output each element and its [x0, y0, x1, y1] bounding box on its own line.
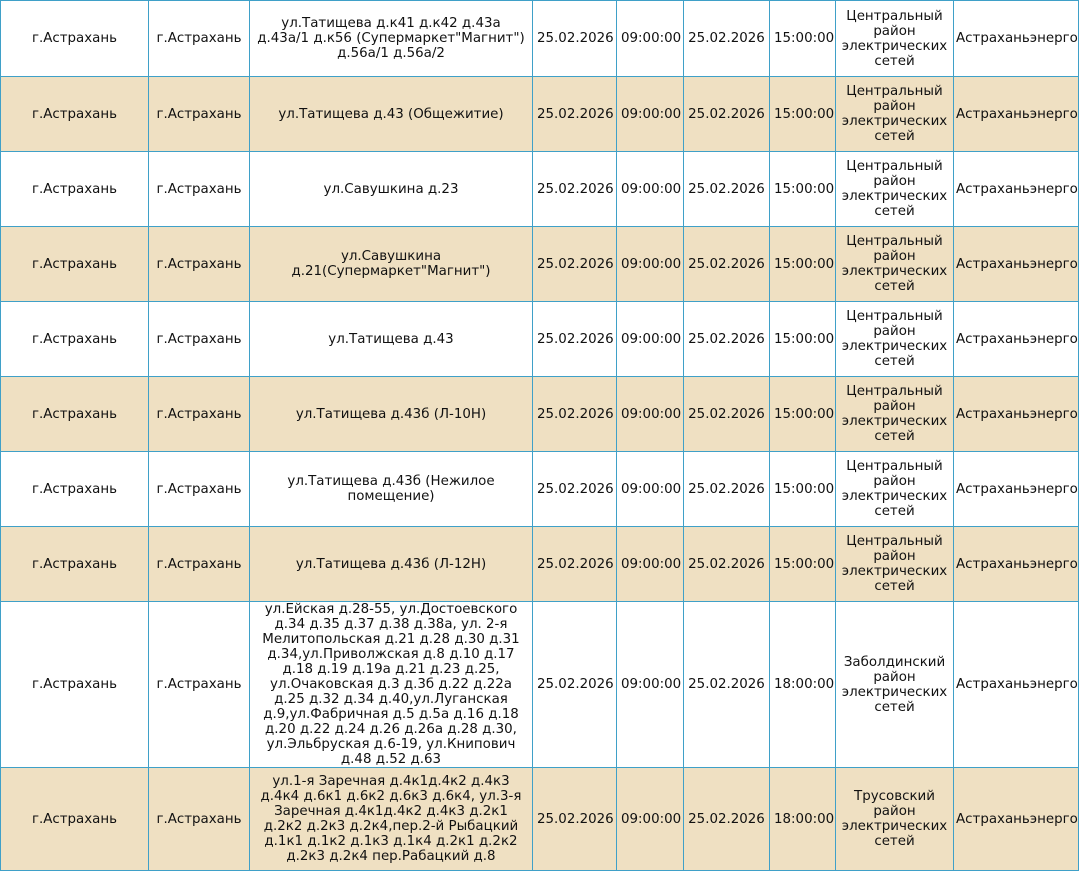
region-cell: г.Астрахань	[1, 452, 149, 527]
end-time-cell: 18:00:00	[770, 602, 836, 768]
table-row	[1, 527, 1079, 602]
city-cell: г.Астрахань	[149, 452, 250, 527]
region-cell: г.Астрахань	[1, 768, 149, 871]
end-time-cell: 15:00:00	[770, 77, 836, 152]
start-time-cell: 09:00:00	[617, 227, 684, 302]
end-time-cell: 15:00:00	[770, 452, 836, 527]
address-cell: ул.Татищева д.43б (Л-10Н)	[250, 377, 533, 452]
region-cell: г.Астрахань	[1, 1, 149, 77]
table-row	[1, 602, 1079, 768]
region-cell: г.Астрахань	[1, 227, 149, 302]
city-cell: г.Астрахань	[149, 1, 250, 77]
company-cell: Астраханьэнерго	[954, 302, 1079, 377]
table-row	[1, 452, 1079, 527]
network-district-cell: Центральный район электрических сетей	[836, 377, 954, 452]
start-date-cell: 25.02.2026	[533, 768, 617, 871]
table-row	[1, 768, 1079, 871]
company-cell: Астраханьэнерго	[954, 227, 1079, 302]
region-cell: г.Астрахань	[1, 152, 149, 227]
end-time-cell: 18:00:00	[770, 768, 836, 871]
table-row	[1, 302, 1079, 377]
address-cell: ул.Татищева д.43 (Общежитие)	[250, 77, 533, 152]
network-district-cell: Центральный район электрических сетей	[836, 452, 954, 527]
end-date-cell: 25.02.2026	[684, 302, 770, 377]
city-cell: г.Астрахань	[149, 377, 250, 452]
company-cell: Астраханьэнерго	[954, 377, 1079, 452]
start-time-cell: 09:00:00	[617, 1, 684, 77]
address-cell: ул.Савушкина д.21(Супермаркет"Магнит")	[250, 227, 533, 302]
region-cell: г.Астрахань	[1, 77, 149, 152]
city-cell: г.Астрахань	[149, 768, 250, 871]
end-date-cell: 25.02.2026	[684, 768, 770, 871]
company-cell: Астраханьэнерго	[954, 527, 1079, 602]
network-district-cell: Центральный район электрических сетей	[836, 302, 954, 377]
end-date-cell: 25.02.2026	[684, 377, 770, 452]
end-time-cell: 15:00:00	[770, 1, 836, 77]
end-date-cell: 25.02.2026	[684, 452, 770, 527]
end-date-cell: 25.02.2026	[684, 602, 770, 768]
start-date-cell: 25.02.2026	[533, 602, 617, 768]
start-time-cell: 09:00:00	[617, 527, 684, 602]
table-row	[1, 227, 1079, 302]
address-cell: ул.Татищева д.43б (Нежилое помещение)	[250, 452, 533, 527]
start-date-cell: 25.02.2026	[533, 227, 617, 302]
network-district-cell: Центральный район электрических сетей	[836, 1, 954, 77]
region-cell: г.Астрахань	[1, 527, 149, 602]
table-row	[1, 152, 1079, 227]
table-row	[1, 377, 1079, 452]
address-cell: ул.Савушкина д.23	[250, 152, 533, 227]
company-cell: Астраханьэнерго	[954, 1, 1079, 77]
network-district-cell: Центральный район электрических сетей	[836, 527, 954, 602]
network-district-cell: Центральный район электрических сетей	[836, 77, 954, 152]
start-time-cell: 09:00:00	[617, 602, 684, 768]
region-cell: г.Астрахань	[1, 302, 149, 377]
city-cell: г.Астрахань	[149, 227, 250, 302]
end-date-cell: 25.02.2026	[684, 152, 770, 227]
network-district-cell: Трусовский район электрических сетей	[836, 768, 954, 871]
city-cell: г.Астрахань	[149, 302, 250, 377]
address-cell: ул.Татищева д.43	[250, 302, 533, 377]
company-cell: Астраханьэнерго	[954, 152, 1079, 227]
end-date-cell: 25.02.2026	[684, 77, 770, 152]
city-cell: г.Астрахань	[149, 152, 250, 227]
end-time-cell: 15:00:00	[770, 377, 836, 452]
start-date-cell: 25.02.2026	[533, 1, 617, 77]
city-cell: г.Астрахань	[149, 602, 250, 768]
city-cell: г.Астрахань	[149, 77, 250, 152]
address-cell: ул.Ейская д.28-55, ул.Достоевского д.34 д.35 д.37 д.38 д.38а, ул. 2-я Мелитопольская д.21 д.28 д.30 д.31 д.34,ул.Приволжская д.8 д.10 д.17 д.18 д.19 д.19а д.21 д.23 д.25, ул.Очаковская д.3 д.3б д.22 д.22а д.25 д.32 д.34 д.40,ул.Луганская д.9,ул.Фабричная д.5 д.5а д.16 д.18 д.20 д.22 д.24 д.26 д.26а д.28 д.30, ул.Эльбруская д.6-19, ул.Книпович д.48 д.52 д.63	[250, 602, 533, 768]
start-time-cell: 09:00:00	[617, 452, 684, 527]
network-district-cell: Центральный район электрических сетей	[836, 152, 954, 227]
start-time-cell: 09:00:00	[617, 377, 684, 452]
table-row	[1, 77, 1079, 152]
start-time-cell: 09:00:00	[617, 302, 684, 377]
start-date-cell: 25.02.2026	[533, 527, 617, 602]
network-district-cell: Центральный район электрических сетей	[836, 227, 954, 302]
start-date-cell: 25.02.2026	[533, 302, 617, 377]
start-date-cell: 25.02.2026	[533, 452, 617, 527]
city-cell: г.Астрахань	[149, 527, 250, 602]
start-time-cell: 09:00:00	[617, 77, 684, 152]
end-date-cell: 25.02.2026	[684, 1, 770, 77]
end-date-cell: 25.02.2026	[684, 227, 770, 302]
end-date-cell: 25.02.2026	[684, 527, 770, 602]
end-time-cell: 15:00:00	[770, 227, 836, 302]
company-cell: Астраханьэнерго	[954, 452, 1079, 527]
end-time-cell: 15:00:00	[770, 302, 836, 377]
company-cell: Астраханьэнерго	[954, 602, 1079, 768]
start-date-cell: 25.02.2026	[533, 152, 617, 227]
start-time-cell: 09:00:00	[617, 768, 684, 871]
start-date-cell: 25.02.2026	[533, 377, 617, 452]
end-time-cell: 15:00:00	[770, 527, 836, 602]
company-cell: Астраханьэнерго	[954, 768, 1079, 871]
region-cell: г.Астрахань	[1, 602, 149, 768]
address-cell: ул.Татищева д.43б (Л-12Н)	[250, 527, 533, 602]
address-cell: ул.1-я Заречная д.4к1д.4к2 д.4к3 д.4к4 д.6к1 д.6к2 д.6к3 д.6к4, ул.3-я Заречная д.4к1д.4к2 д.4к3 д.2к1 д.2к2 д.2к3 д.2к4,пер.2-й Рыбацкий д.1к1 д.1к2 д.1к3 д.1к4 д.2к1 д.2к2 д.2к3 д.2к4 пер.Рабацкий д.8	[250, 768, 533, 871]
company-cell: Астраханьэнерго	[954, 77, 1079, 152]
end-time-cell: 15:00:00	[770, 152, 836, 227]
start-time-cell: 09:00:00	[617, 152, 684, 227]
address-cell: ул.Татищева д.к41 д.к42 д.43а д.43а/1 д.к56 (Супермаркет"Магнит") д.56а/1 д.56а/2	[250, 1, 533, 77]
start-date-cell: 25.02.2026	[533, 77, 617, 152]
network-district-cell: Заболдинский район электрических сетей	[836, 602, 954, 768]
region-cell: г.Астрахань	[1, 377, 149, 452]
table-row	[1, 1, 1079, 77]
